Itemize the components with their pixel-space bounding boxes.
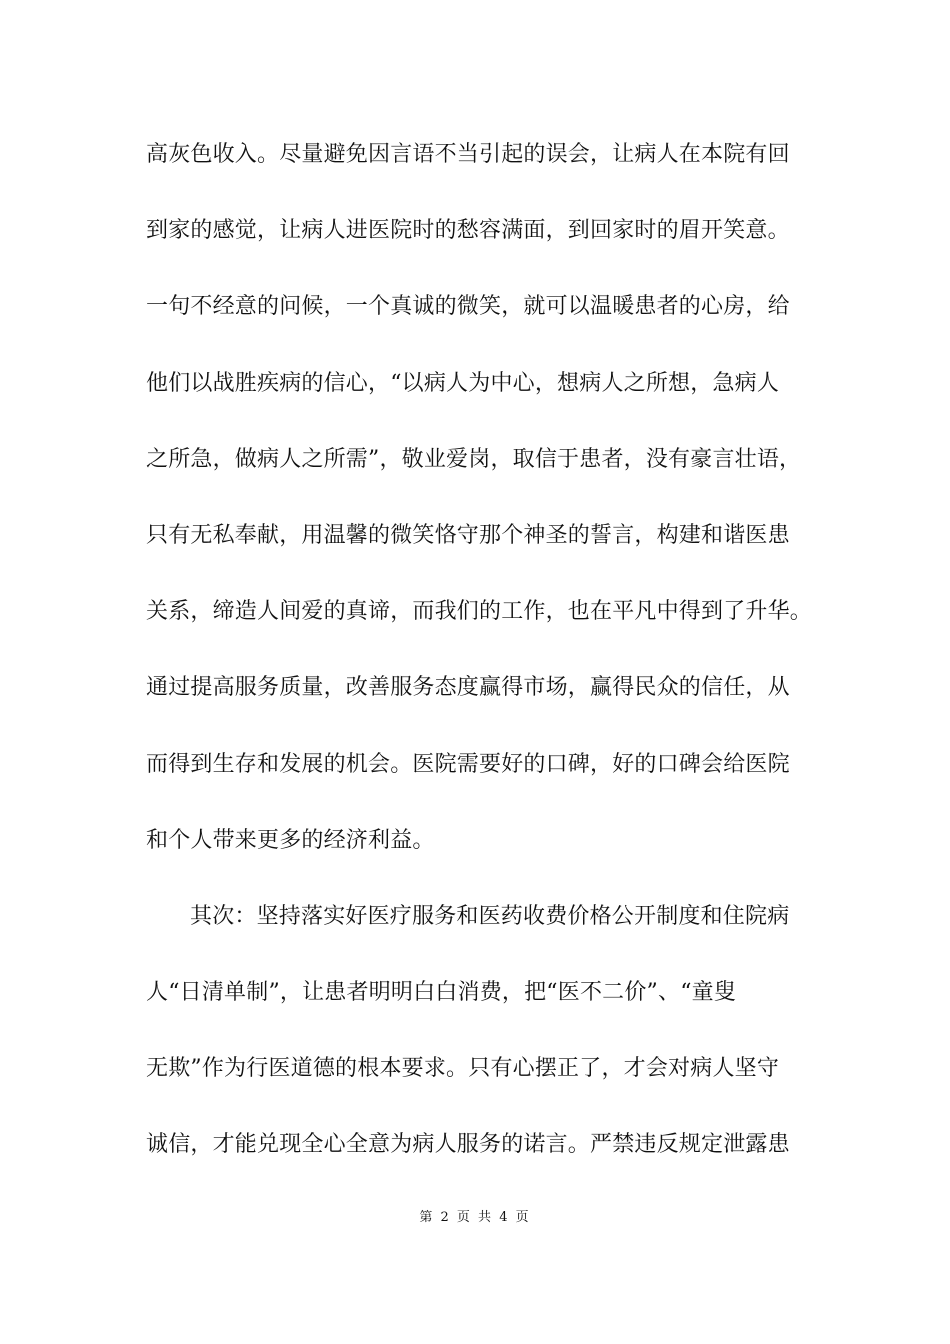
text-line: 到家的感觉，让病人进医院时的愁容满面，到回家时的眉开笑意。 xyxy=(146,218,790,244)
text-line: 一句不经意的问候，一个真诚的微笑，就可以温暖患者的心房，给 xyxy=(146,294,790,320)
text-line: 关系，缔造人间爱的真谛，而我们的工作，也在平凡中得到了升华。 xyxy=(146,599,813,625)
text-line: 人“日清单制”，让患者明明白白消费，把“医不二价”、“童叟 xyxy=(146,980,737,1006)
paragraph-start-line: 其次：坚持落实好医疗服务和医药收费价格公开制度和住院病 xyxy=(190,903,790,929)
text-line: 而得到生存和发展的机会。医院需要好的口碑，好的口碑会给医院 xyxy=(146,751,790,777)
page-number-footer: 第 2 页 共 4 页 xyxy=(419,1210,531,1225)
text-line: 只有无私奉献，用温馨的微笑恪守那个神圣的誓言，构建和谐医患 xyxy=(146,522,790,548)
text-line: 高灰色收入。尽量避免因言语不当引起的误会，让病人在本院有回 xyxy=(146,142,790,167)
text-line: 之所急，做病人之所需”，敬业爱岗，取信于患者，没有豪言壮语， xyxy=(146,446,802,472)
body-text xyxy=(146,132,816,1199)
text-line: 他们以战胜疾病的信心，“以病人为中心，想病人之所想，急病人 xyxy=(146,370,780,396)
text-line: 通过提高服务质量，改善服务态度赢得市场，赢得民众的信任，从 xyxy=(146,675,790,701)
text-line: 诚信，才能兑现全心全意为病人服务的诺言。严禁违反规定泄露患 xyxy=(146,1132,790,1158)
text-line: 无欺”作为行医道德的根本要求。只有心摆正了，才会对病人坚守 xyxy=(146,1056,780,1082)
text-line: 和个人带来更多的经济利益。 xyxy=(146,827,435,853)
